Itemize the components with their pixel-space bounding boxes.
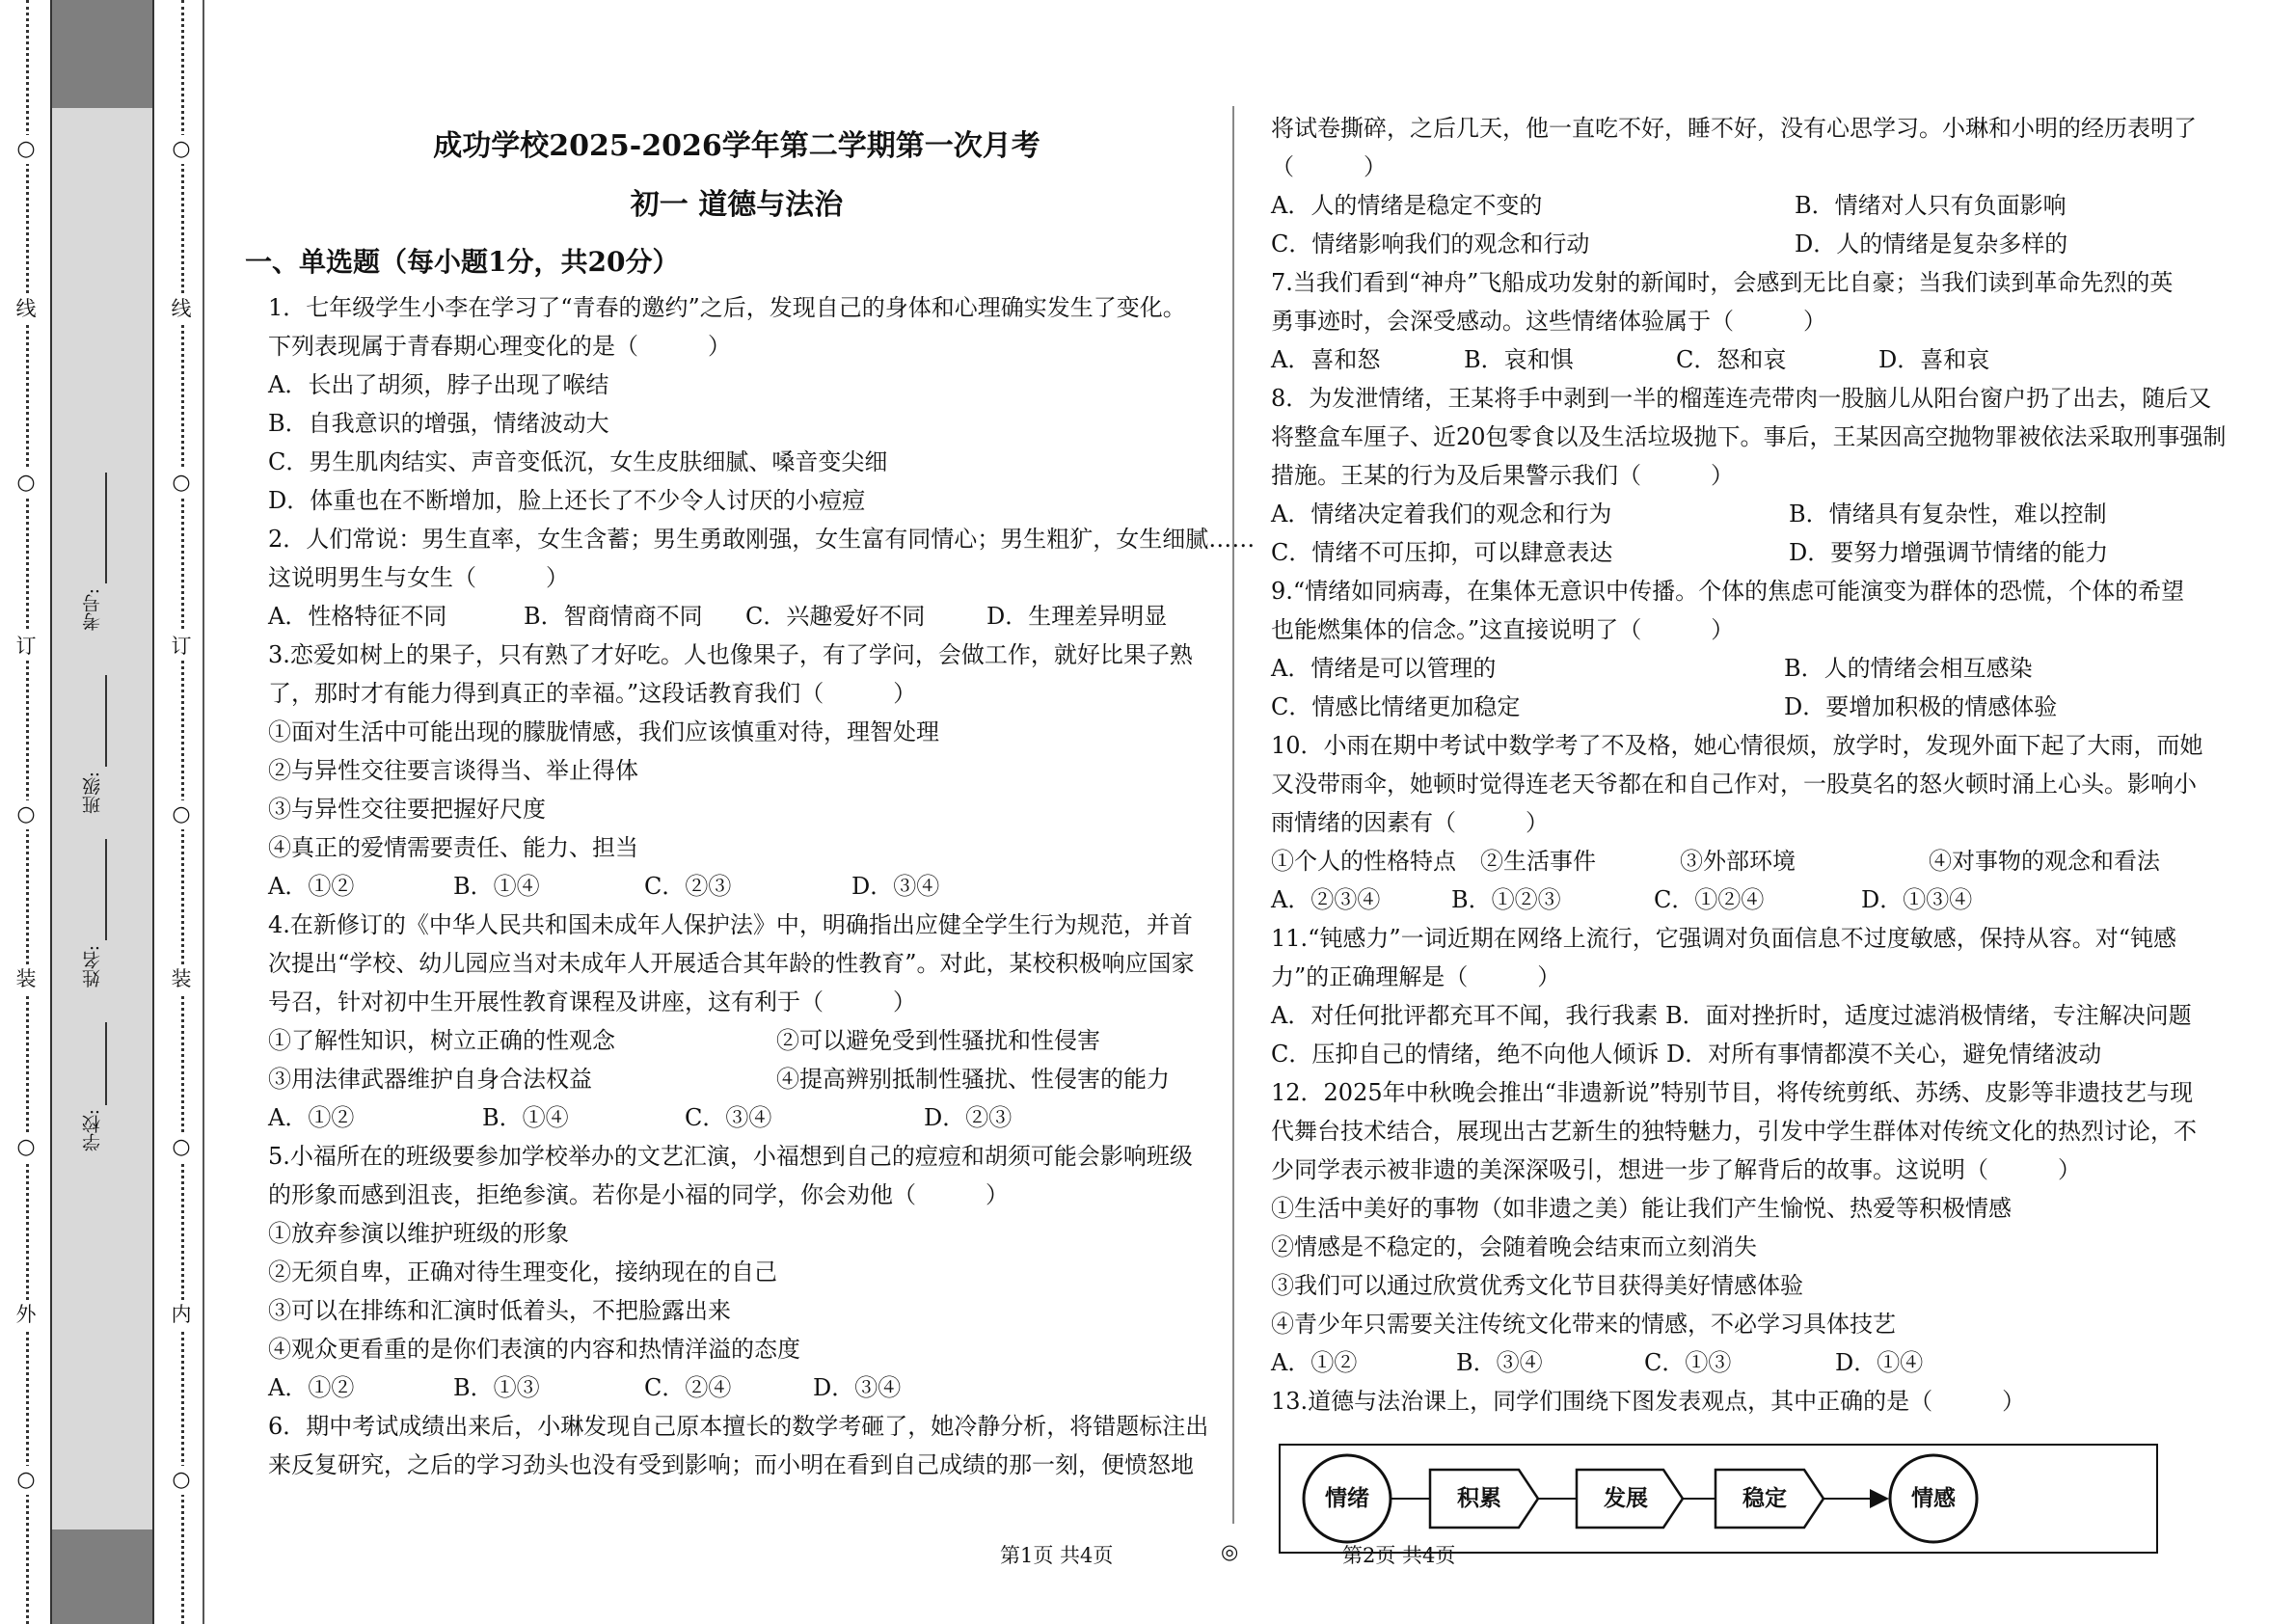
diagram-label-stabilize: 稳定 — [1742, 1486, 1787, 1511]
margin-mark: ○ — [167, 1466, 196, 1495]
option: A．喜和怒 — [1271, 346, 1381, 373]
option: B．①④ — [482, 1104, 569, 1131]
option: C．怒和哀 — [1676, 346, 1787, 373]
question-line: 勇事迹时，会深受感动。这些情绪体验属于（ ） — [1271, 308, 1826, 335]
question-line: ④观众更看重的是你们表演的内容和热情洋溢的态度 — [268, 1336, 800, 1363]
diagram-label-feeling: 情感 — [1911, 1486, 1956, 1511]
question-line: 措施。王某的行为及后果警示我们（ ） — [1271, 462, 1734, 489]
margin-mark: 装 — [12, 964, 41, 993]
section-heading: 一、单选题（每小题1分，共20分） — [245, 246, 680, 278]
option: D．②③ — [924, 1104, 1013, 1131]
option: A．①② — [268, 1374, 355, 1401]
question-line: ②无须自卑，正确对待生理变化，接纳现在的自己 — [268, 1259, 777, 1286]
option: D．①④ — [1835, 1349, 1924, 1376]
statement: ②生活事件 — [1480, 848, 1596, 875]
question-line: 了，那时才有能力得到真正的幸福。”这段话教育我们（ ） — [268, 680, 917, 707]
option: A．性格特征不同 — [268, 603, 447, 630]
margin-mark: ○ — [12, 1466, 41, 1495]
question-line: 雨情绪的因素有（ ） — [1271, 809, 1549, 836]
diagram-label-develop: 发展 — [1604, 1486, 1648, 1511]
question-line: 号召，针对初中生开展性教育课程及讲座，这有利于（ ） — [268, 988, 916, 1015]
option: D．①③④ — [1861, 886, 1973, 913]
statement: ③外部环境 — [1680, 848, 1796, 875]
question-line: ④青少年只需要关注传统文化带来的情感，不必学习具体技艺 — [1271, 1311, 1896, 1338]
question-line: 下列表现属于青春期心理变化的是（ ） — [268, 333, 731, 360]
diagram-label-accumulate: 积累 — [1457, 1486, 1501, 1511]
margin-mark: 订 — [167, 632, 196, 661]
option: B．哀和惧 — [1464, 346, 1574, 373]
option: A．①② — [1271, 1349, 1358, 1376]
option: D．喜和哀 — [1878, 346, 1990, 373]
question-line: 5.小福所在的班级要参加学校举办的文艺汇演，小福想到自己的痘痘和胡须可能会影响班级 — [268, 1143, 1193, 1170]
statement: ④对事物的观念和看法 — [1929, 848, 2160, 875]
option: A．情绪是可以管理的 — [1271, 655, 1497, 682]
option: C．情绪影响我们的观念和行动 — [1271, 230, 1590, 257]
question-line: 4.在新修订的《中华人民共和国未成年人保护法》中，明确指出应健全学生行为规范，并首 — [268, 911, 1193, 938]
question-line: ③我们可以通过欣赏优秀文化节目获得美好情感体验 — [1271, 1272, 1803, 1299]
option: B．情绪具有复杂性，难以控制 — [1789, 501, 2107, 528]
exam-title: 成功学校2025-2026学年第二学期第一次月考 — [433, 129, 1040, 163]
page-number-left: 第1页 共4页 — [1000, 1544, 1114, 1567]
question-line: C．男生肌肉结实、声音变低沉，女生皮肤细腻、嗓音变尖细 — [268, 448, 888, 475]
exam-subject: 初一 道德与法治 — [630, 188, 844, 222]
question-line: 9.“情绪如同病毒，在集体无意识中传播。个体的焦虑可能演变为群体的恐慌，个体的希望 — [1271, 578, 2185, 605]
question-line: 少同学表示被非遗的美深深吸引，想进一步了解背后的故事。这说明（ ） — [1271, 1156, 2081, 1183]
option: B．①④ — [453, 873, 540, 900]
option: C．②③ — [644, 873, 732, 900]
name-blank[interactable] — [105, 839, 107, 940]
question-line: 11.“钝感力”一词近期在网络上流行，它强调对负面信息不过度敏感，保持从容。对“钝感 — [1271, 925, 2176, 952]
statement: ④提高辨别抵制性骚扰、性侵害的能力 — [776, 1066, 1170, 1093]
question-line: ①面对生活中可能出现的朦胧情感，我们应该慎重对待，理智处理 — [268, 718, 939, 745]
class-label: 班级: — [82, 771, 103, 815]
question-line: 将整盒车厘子、近20包零食以及生活垃圾抛下。事后，王某因高空抛物罪被依法采取刑事强制 — [1271, 423, 2227, 450]
question-line: ③可以在排练和汇演时低着头，不把脸露出来 — [268, 1297, 731, 1324]
name-label: 姓名: — [82, 945, 103, 988]
question-line: 2．人们常说：男生直率，女生含蓄；男生勇敢刚强，女生富有同情心；男生粗犷，女生细腻…… — [268, 526, 1256, 553]
question-line: 13.道德与法治课上，同学们围绕下图发表观点，其中正确的是（ ） — [1271, 1388, 2026, 1415]
margin-mark: ○ — [167, 1133, 196, 1162]
student-info-fields — [79, 0, 133, 1624]
question-line: A．长出了胡须，脖子出现了喉结 — [268, 371, 609, 398]
question-line: ①放弃参演以维护班级的形象 — [268, 1220, 569, 1247]
margin-mark: ○ — [12, 469, 41, 498]
option: B．①②③ — [1451, 886, 1561, 913]
option: B．①③ — [453, 1374, 540, 1401]
right-margin-rule — [203, 0, 204, 1624]
option: A．情绪决定着我们的观念和行为 — [1271, 501, 1612, 528]
statement: ②可以避免受到性骚扰和性侵害 — [776, 1027, 1100, 1054]
option: C．情绪不可压抑，可以肆意表达 — [1271, 539, 1613, 566]
option: C．①③ — [1644, 1349, 1732, 1376]
question-line: 10．小雨在期中考试中数学考了不及格，她心情很烦，放学时，发现外面下起了大雨，而她 — [1271, 732, 2203, 759]
question-line: 8．为发泄情绪，王某将手中剥到一半的榴莲连壳带肉一股脑儿从阳台窗户扔了出去，随后又 — [1271, 385, 2212, 412]
margin-mark: 线 — [12, 294, 41, 323]
statement: ①个人的性格特点 — [1271, 848, 1456, 875]
question-line: 代舞台技术结合，展现出古艺新生的独特魅力，引发中学生群体对传统文化的热烈讨论，不 — [1271, 1118, 2197, 1145]
option: D．③④ — [851, 873, 940, 900]
question-line: 3.恋爱如树上的果子，只有熟了才好吃。人也像果子，有了学问，会做工作，就好比果子熟 — [268, 641, 1193, 668]
emotion-flow-diagram — [1278, 1443, 2159, 1555]
center-mark: ◎ — [1221, 1540, 1239, 1563]
question-line: 这说明男生与女生（ ） — [268, 564, 569, 591]
margin-mark: 外 — [12, 1300, 41, 1329]
margin-mark: 线 — [167, 294, 196, 323]
outer-margin-marks — [12, 0, 41, 1624]
question-line: 7.当我们看到“神舟”飞船成功发射的新闻时，会感到无比自豪；当我们读到革命先烈的英 — [1271, 269, 2174, 296]
margin-mark: 内 — [167, 1300, 196, 1329]
school-blank[interactable] — [105, 1022, 107, 1105]
page-number-right: 第2页 共4页 — [1342, 1544, 1456, 1567]
class-blank[interactable] — [105, 675, 107, 767]
option: B．智商情商不同 — [524, 603, 703, 630]
binding-band-edge — [152, 0, 154, 1624]
question-line: 次提出“学校、幼儿园应当对未成年人开展适合其年龄的性教育”。对此，某校积极响应国家 — [268, 950, 1195, 977]
school-label: 学校: — [82, 1109, 103, 1152]
question-line: 12．2025年中秋晚会推出“非遗新说”特别节目，将传统剪纸、苏绣、皮影等非遗技艺与现 — [1271, 1079, 2194, 1106]
column-divider — [1232, 106, 1234, 1524]
question-line: D．体重也在不断增加，脸上还长了不少令人讨厌的小痘痘 — [268, 487, 866, 514]
option: D．要努力增强调节情绪的能力 — [1789, 539, 2109, 566]
option: D．要增加积极的情感体验 — [1784, 693, 2058, 720]
question-line: 又没带雨伞，她顿时觉得连老天爷都在和自己作对，一股莫名的怒火顿时涌上心头。影响小 — [1271, 771, 2197, 798]
option: A．①② — [268, 1104, 355, 1131]
statement: ①了解性知识，树立正确的性观念 — [268, 1027, 615, 1054]
question-line: ②情感是不稳定的，会随着晚会结束而立刻消失 — [1271, 1233, 1757, 1260]
margin-mark: ○ — [12, 1133, 41, 1162]
question-line: ②与异性交往要言谈得当、举止得体 — [268, 757, 638, 784]
option: D．生理差异明显 — [986, 603, 1168, 630]
binding-band-edge — [50, 0, 52, 1624]
question-line: 也能燃集体的信念。”这直接说明了（ ） — [1271, 616, 1735, 643]
margin-mark: ○ — [167, 800, 196, 829]
option: C．①②④ — [1654, 886, 1765, 913]
question-line: 6．期中考试成绩出来后，小琳发现自己原本擅长的数学考砸了，她冷静分析，将错题标注出 — [268, 1413, 1209, 1440]
margin-mark: ○ — [12, 800, 41, 829]
option: D．人的情绪是复杂多样的 — [1795, 230, 2068, 257]
diagram-label-emotion: 情绪 — [1325, 1486, 1369, 1511]
exam-number-blank[interactable] — [105, 473, 107, 583]
question-line: C．压抑自己的情绪，绝不向他人倾诉 D．对所有事情都漠不关心，避免情绪波动 — [1271, 1041, 2102, 1068]
option: C．情感比情绪更加稳定 — [1271, 693, 1521, 720]
question-line: 1．七年级学生小李在学习了“青春的邀约”之后，发现自己的身体和心理确实发生了变化。 — [268, 294, 1186, 321]
option: C．③④ — [685, 1104, 772, 1131]
question-line: ④真正的爱情需要责任、能力、担当 — [268, 834, 638, 861]
option: A．②③④ — [1271, 886, 1381, 913]
question-line: B．自我意识的增强，情绪波动大 — [268, 410, 609, 437]
option: B．③④ — [1456, 1349, 1543, 1376]
option: C．②④ — [644, 1374, 732, 1401]
margin-mark: ○ — [12, 135, 41, 164]
option: B．情绪对人只有负面影响 — [1795, 192, 2066, 219]
margin-mark: ○ — [167, 135, 196, 164]
exam-number-label: 考号: — [82, 588, 103, 632]
option: A．人的情绪是稳定不变的 — [1271, 192, 1543, 219]
question-line: ①生活中美好的事物（如非遗之美）能让我们产生愉悦、热爱等积极情感 — [1271, 1195, 2012, 1222]
question-line: 力”的正确理解是（ ） — [1271, 963, 1561, 990]
margin-mark: ○ — [167, 469, 196, 498]
inner-margin-marks — [167, 0, 196, 1624]
margin-mark: 订 — [12, 632, 41, 661]
statement: ③用法律武器维护自身合法权益 — [268, 1066, 592, 1093]
question-line: （ ） — [1271, 153, 1387, 180]
option: C．兴趣爱好不同 — [745, 603, 926, 630]
question-line: 的形象而感到沮丧，拒绝参演。若你是小福的同学，你会劝他（ ） — [268, 1181, 1009, 1208]
question-line: ③与异性交往要把握好尺度 — [268, 796, 546, 823]
diagram-shapes — [1278, 1443, 2159, 1555]
margin-mark: 装 — [167, 964, 196, 993]
option: B．人的情绪会相互感染 — [1784, 655, 2033, 682]
question-line: 来反复研究，之后的学习劲头也没有受到影响；而小明在看到自己成绩的那一刻，便愤怒地 — [268, 1451, 1194, 1478]
question-line: 将试卷撕碎，之后几天，他一直吃不好，睡不好，没有心思学习。小琳和小明的经历表明了 — [1271, 115, 2197, 142]
question-line: A．对任何批评都充耳不闻，我行我素 B．面对挫折时，适度过滤消极情绪，专注解决问题 — [1271, 1002, 2192, 1029]
option: D．③④ — [813, 1374, 902, 1401]
option: A．①② — [268, 873, 355, 900]
